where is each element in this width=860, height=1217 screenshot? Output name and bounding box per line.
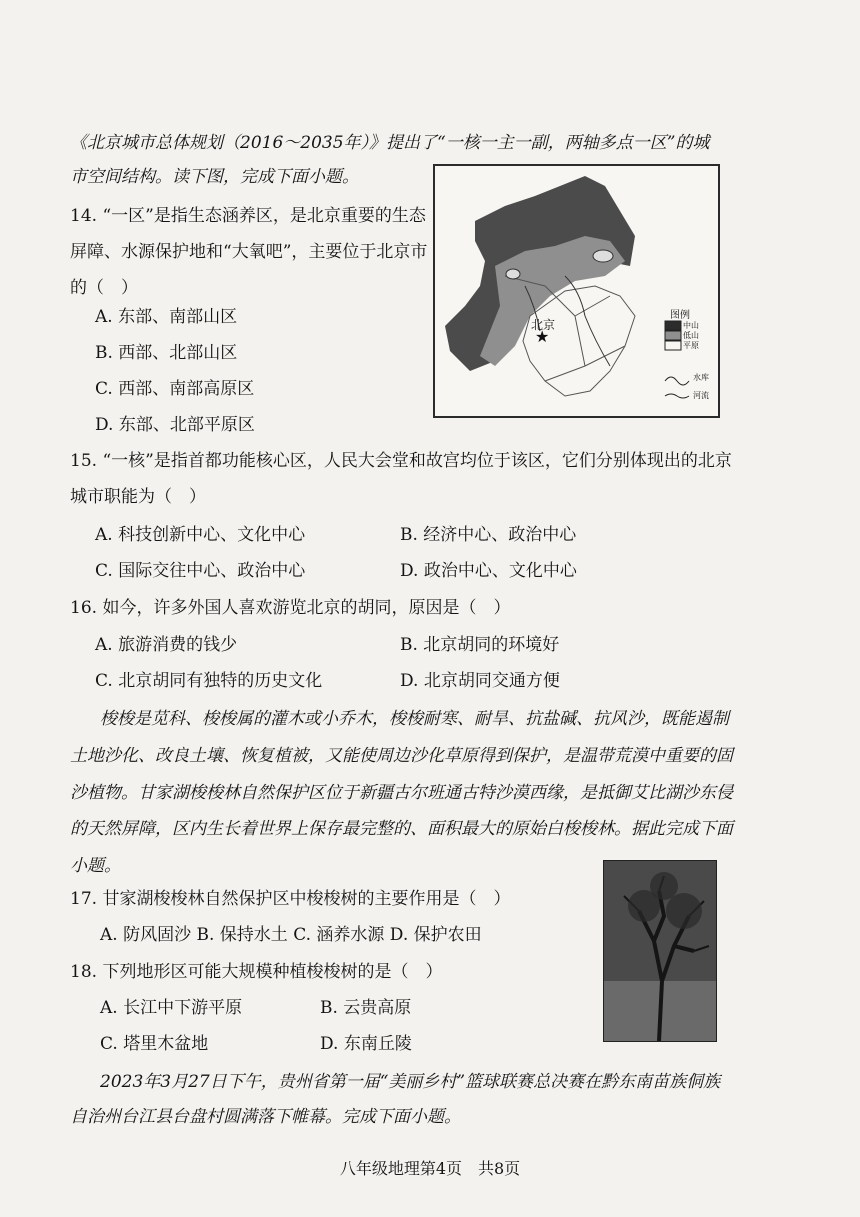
q14-option-c[interactable]: C. 西部、南部高原区 (95, 379, 255, 399)
legend-title: 图例 (670, 310, 690, 321)
legend-mid-mountain: 中山 (683, 321, 699, 330)
suosuo-passage-line4: 的天然屏障，区内生长着世界上保存最完整的、面积最大的原始白梭梭林。据此完成下面 (70, 819, 733, 839)
guizhou-intro-line2: 自治州台江县台盘村圆满落下帷幕。完成下面小题。 (70, 1107, 461, 1127)
q18-option-d[interactable]: D. 东南丘陵 (320, 1034, 412, 1054)
q18-option-b[interactable]: B. 云贵高原 (320, 998, 412, 1018)
suosuo-passage-line2: 土地沙化、改良土壤、恢复植被，又能使周边沙化草原得到保护，是温带荒漠中重要的固 (70, 746, 733, 766)
guizhou-intro-line1: 2023年3月27日下午，贵州省第一届“美丽乡村”篮球联赛总决赛在黔东南苗族侗族 (100, 1072, 721, 1092)
question-17-stem: 17. 甘家湖梭梭林自然保护区中梭梭树的主要作用是（ ） (70, 889, 511, 909)
q15-option-d[interactable]: D. 政治中心、文化中心 (400, 561, 577, 581)
q17-options[interactable]: A. 防风固沙 B. 保持水土 C. 涵养水源 D. 保护农田 (100, 925, 482, 945)
q14-option-b[interactable]: B. 西部、北部山区 (95, 343, 238, 363)
question-15-stem-line1: 15. “一核”是指首都功能核心区，人民大会堂和故宫均位于该区，它们分别体现出的北京 (70, 451, 732, 471)
suosuo-passage-line5: 小题。 (70, 856, 121, 876)
q14-option-d[interactable]: D. 东部、北部平原区 (95, 415, 255, 435)
q16-option-a[interactable]: A. 旅游消费的钱少 (95, 635, 238, 655)
q16-option-c[interactable]: C. 北京胡同有独特的历史文化 (95, 671, 323, 691)
question-15-stem-line2: 城市职能为（ ） (70, 487, 206, 507)
legend-river: 河流 (693, 391, 709, 400)
beijing-terrain-map (433, 164, 720, 418)
legend-plain: 平原 (683, 341, 699, 350)
q18-option-c[interactable]: C. 塔里木盆地 (100, 1034, 209, 1054)
intro-beijing: 《北京城市总体规划（2016～2035年）》提出了“一核一主一副，两轴多点一区”的城市空间结构。读下图，完成下面小题。 (70, 133, 710, 187)
legend-reservoir: 水库 (693, 373, 709, 382)
q15-option-a[interactable]: A. 科技创新中心、文化中心 (95, 525, 306, 545)
q15-option-b[interactable]: B. 经济中心、政治中心 (400, 525, 577, 545)
question-14-stem: 14. “一区”是指生态涵养区，是北京重要的生态屏障、水源保护地和“大氧吧”，主要位于北京市的（ ） (70, 206, 428, 298)
map-drawing (435, 166, 718, 416)
q18-option-a[interactable]: A. 长江中下游平原 (100, 998, 243, 1018)
page-footer: 八年级地理第4页 共8页 (339, 1159, 521, 1178)
suosuo-passage-line1: 梭梭是苋科、梭梭属的灌木或小乔木，梭梭耐寒、耐旱、抗盐碱、抗风沙，既能遏制 (100, 709, 729, 729)
q16-option-b[interactable]: B. 北京胡同的环境好 (400, 635, 560, 655)
legend-low-mountain: 低山 (683, 331, 699, 340)
suosuo-passage-line3: 沙植物。甘家湖梭梭林自然保护区位于新疆古尔班通古特沙漠西缘，是抵御艾比湖沙东侵 (70, 783, 733, 803)
q16-option-d[interactable]: D. 北京胡同交通方便 (400, 671, 560, 691)
q15-option-c[interactable]: C. 国际交往中心、政治中心 (95, 561, 306, 581)
capital-star-icon: ★ (535, 327, 550, 346)
question-18-stem: 18. 下列地形区可能大规模种植梭梭树的是（ ） (70, 962, 443, 982)
suosuo-tree-photo (603, 860, 717, 1042)
question-16-stem: 16. 如今，许多外国人喜欢游览北京的胡同，原因是（ ） (70, 598, 511, 618)
q14-option-a[interactable]: A. 东部、南部山区 (95, 307, 238, 327)
map-city-label: 北京 (531, 318, 556, 332)
